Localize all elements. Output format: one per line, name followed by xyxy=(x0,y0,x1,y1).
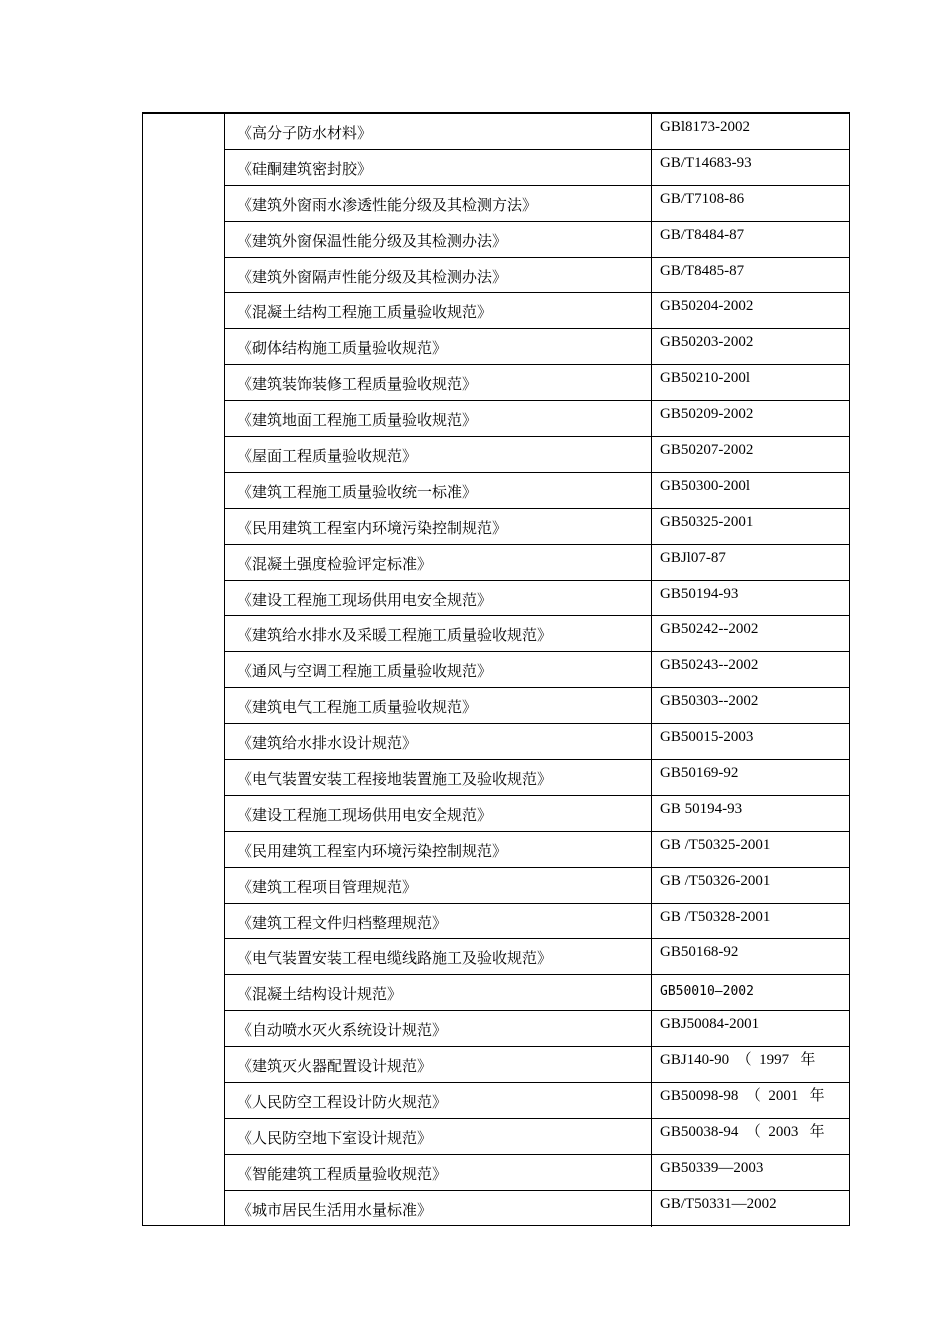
standard-code: GB50203-2002 xyxy=(660,334,754,351)
table-row xyxy=(225,616,849,652)
table-row xyxy=(225,724,849,760)
standard-name: 《建设工程施工现场供用电安全规范》 xyxy=(225,796,652,831)
table-row xyxy=(225,222,849,258)
table-row xyxy=(225,150,849,186)
standards-table xyxy=(142,112,850,1226)
standard-name: 《建筑工程施工质量验收统一标准》 xyxy=(225,473,652,508)
table-row xyxy=(225,258,849,294)
standard-name: 《砌体结构施工质量验收规范》 xyxy=(225,329,652,364)
standard-name: 《电气装置安装工程电缆线路施工及验收规范》 xyxy=(225,939,652,974)
standard-name: 《建筑电气工程施工质量验收规范》 xyxy=(225,688,652,723)
table-row xyxy=(225,796,849,832)
standard-code: GB/T50331—2002 xyxy=(660,1195,777,1212)
standard-code: GB/T14683-93 xyxy=(660,154,752,171)
standard-name: 《硅酮建筑密封胶》 xyxy=(225,150,652,185)
table-row xyxy=(225,1119,849,1155)
table-row xyxy=(225,1155,849,1191)
table-row xyxy=(225,1191,849,1227)
table-row xyxy=(225,1083,849,1119)
table-row xyxy=(225,975,849,1011)
standard-code: GBl8173-2002 xyxy=(660,119,750,135)
standard-name: 《建筑外窗保温性能分级及其检测办法》 xyxy=(225,222,652,257)
standard-code: GB50168-92 xyxy=(660,944,739,961)
standard-code: GB50015-2003 xyxy=(660,729,754,746)
standard-name: 《城市居民生活用水量标准》 xyxy=(225,1191,652,1227)
standard-name: 《建筑灭火器配置设计规范》 xyxy=(225,1047,652,1082)
standard-name: 《建设工程施工现场供用电安全规范》 xyxy=(225,581,652,616)
table-row xyxy=(225,186,849,222)
table-row xyxy=(225,868,849,904)
table-row xyxy=(225,545,849,581)
standard-code: GB50339—2003 xyxy=(660,1159,764,1176)
standard-name: 《建筑地面工程施工质量验收规范》 xyxy=(225,401,652,436)
table-row xyxy=(225,437,849,473)
standard-name: 《建筑工程项目管理规范》 xyxy=(225,868,652,903)
standard-code: GB 50194-93 xyxy=(660,800,743,817)
table-row xyxy=(225,401,849,437)
standard-code: GB50325-2001 xyxy=(660,513,754,530)
standard-name: 《电气装置安装工程接地装置施工及验收规范》 xyxy=(225,760,652,795)
category-cell xyxy=(143,114,225,1225)
standard-code: GB50038-94 （ 2003 年 xyxy=(660,1123,825,1140)
standard-code: GBJ50084-2001 xyxy=(660,1016,760,1033)
standard-name: 《人民防空地下室设计规范》 xyxy=(225,1119,652,1154)
table-row xyxy=(225,904,849,940)
standard-name: 《人民防空工程设计防火规范》 xyxy=(225,1083,652,1118)
table-row xyxy=(225,1047,849,1083)
standard-name: 《屋面工程质量验收规范》 xyxy=(225,437,652,472)
table-row xyxy=(225,760,849,796)
table-row xyxy=(225,1011,849,1047)
standard-name: 《建筑外窗隔声性能分级及其检测办法》 xyxy=(225,258,652,293)
standard-name: 《民用建筑工程室内环境污染控制规范》 xyxy=(225,832,652,867)
table-row xyxy=(225,473,849,509)
standard-code: GB /T50326-2001 xyxy=(660,872,771,889)
standard-code: GB/T8484-87 xyxy=(660,226,745,243)
standard-name: 《建筑装饰装修工程质量验收规范》 xyxy=(225,365,652,400)
standard-name: 《混凝土结构工程施工质量验收规范》 xyxy=(225,293,652,328)
standard-name: 《混凝土结构设计规范》 xyxy=(225,975,652,1010)
standard-code: GB/T7108-86 xyxy=(660,190,745,207)
standard-code: GB50204-2002 xyxy=(660,298,754,315)
standard-name: 《智能建筑工程质量验收规范》 xyxy=(225,1155,652,1190)
table-row xyxy=(225,509,849,545)
standard-name: 《通风与空调工程施工质量验收规范》 xyxy=(225,652,652,687)
table-row xyxy=(225,832,849,868)
table-row xyxy=(225,581,849,617)
standard-code: GB50098-98 （ 2001 年 xyxy=(660,1088,825,1105)
standard-code: GB50194-93 xyxy=(660,585,739,602)
standard-code: GB/T8485-87 xyxy=(660,262,745,279)
standard-code: GB50209-2002 xyxy=(660,406,754,423)
table-row xyxy=(225,652,849,688)
standard-code: GB50010—2002 xyxy=(660,984,754,1000)
standard-code: GB /T50328-2001 xyxy=(660,908,771,925)
standard-name: 《自动喷水灭火系统设计规范》 xyxy=(225,1011,652,1046)
standard-name: 《建筑给水排水设计规范》 xyxy=(225,724,652,759)
standard-code: GBJ140-90 （ 1997 年 xyxy=(660,1052,816,1069)
standard-code: GB50210-200l xyxy=(660,370,750,387)
standard-name: 《混凝土强度检验评定标准》 xyxy=(225,545,652,580)
table-row xyxy=(225,114,849,150)
standard-code: GBJl07-87 xyxy=(660,549,726,566)
standard-code: GB50300-200l xyxy=(660,477,750,494)
table-row xyxy=(225,329,849,365)
standard-code: GB50207-2002 xyxy=(660,442,754,459)
standard-name: 《建筑外窗雨水渗透性能分级及其检测方法》 xyxy=(225,186,652,221)
table-row xyxy=(225,293,849,329)
standard-name: 《建筑给水排水及采暖工程施工质量验收规范》 xyxy=(225,616,652,651)
table-row xyxy=(225,939,849,975)
table-row xyxy=(225,365,849,401)
standard-code: GB /T50325-2001 xyxy=(660,836,771,853)
standard-code: GB50243--2002 xyxy=(660,657,759,674)
standard-name: 《民用建筑工程室内环境污染控制规范》 xyxy=(225,509,652,544)
standard-code: GB50242--2002 xyxy=(660,621,759,638)
standard-code: GB50169-92 xyxy=(660,765,739,782)
standard-name: 《高分子防水材料》 xyxy=(225,114,652,149)
table-row xyxy=(225,688,849,724)
standards-rows xyxy=(225,114,849,1227)
standard-name: 《建筑工程文件归档整理规范》 xyxy=(225,904,652,939)
standard-code: GB50303--2002 xyxy=(660,693,759,710)
